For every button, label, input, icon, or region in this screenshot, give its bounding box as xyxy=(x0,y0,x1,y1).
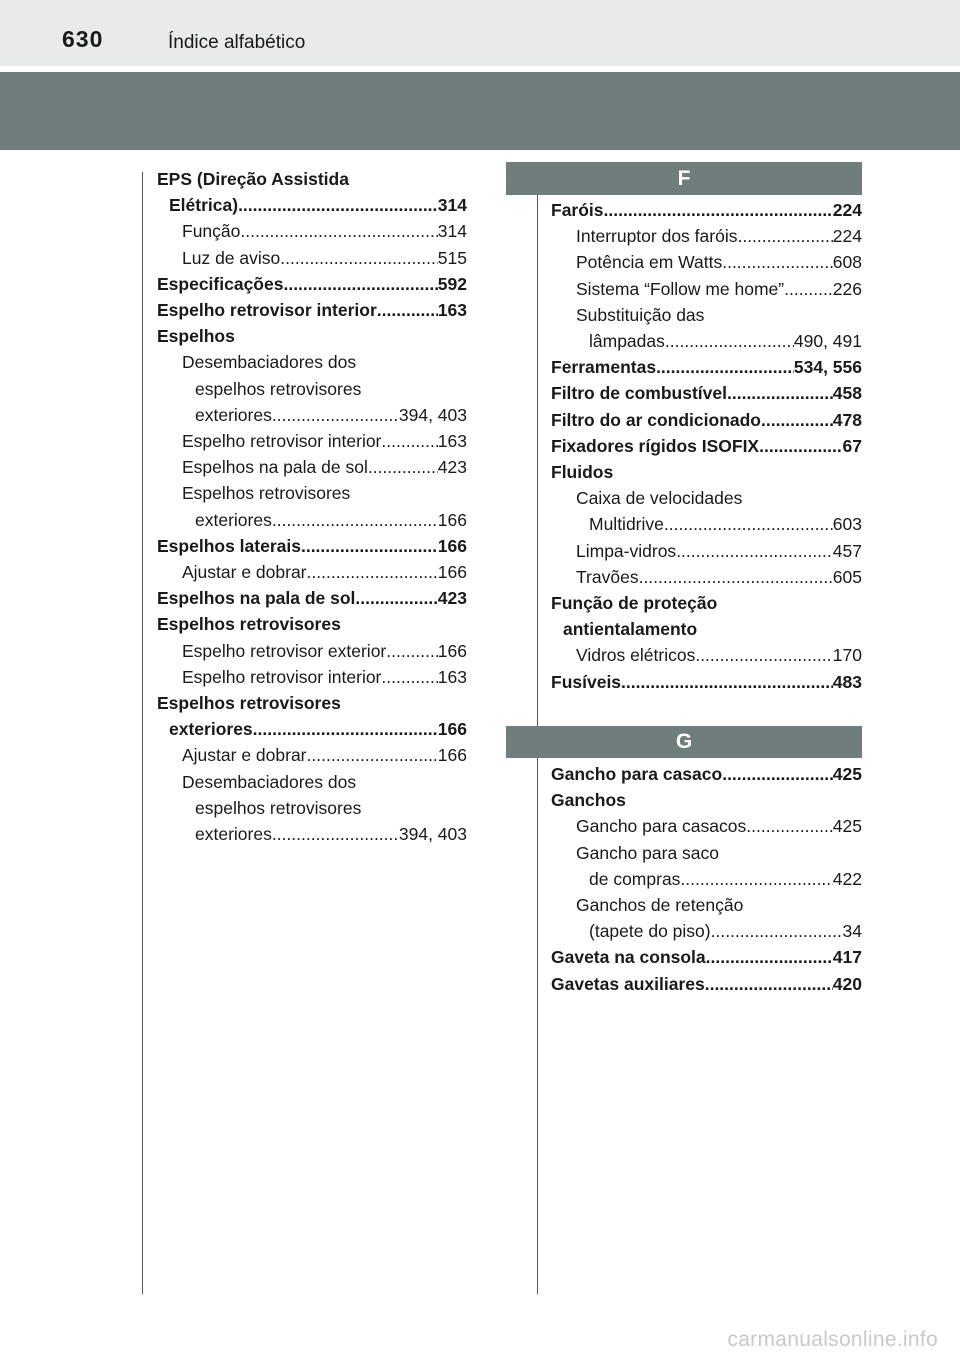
index-entry xyxy=(551,380,862,406)
dot-leader xyxy=(621,669,833,695)
index-entry xyxy=(157,664,467,690)
index-entry-term: Espelhos xyxy=(157,326,235,347)
index-entry-term: Espelho retrovisor interior xyxy=(157,300,377,321)
index-entry-term: Gancho para saco xyxy=(576,842,720,863)
index-entry xyxy=(157,166,467,192)
index-entry xyxy=(157,349,467,375)
index-entry xyxy=(551,223,862,249)
index-entry-term: Multidrive xyxy=(589,514,664,535)
index-entry-page: 422 xyxy=(832,868,862,889)
index-entry-page: 314 xyxy=(437,221,467,242)
index-entry-page: 163 xyxy=(437,300,467,321)
index-entry-term: exteriores xyxy=(169,719,253,740)
index-entry xyxy=(551,616,862,642)
index-entry xyxy=(157,716,467,742)
dot-leader xyxy=(381,664,437,690)
index-entry xyxy=(157,402,467,428)
index-entry xyxy=(551,840,862,866)
index-entry xyxy=(551,590,862,616)
index-entry-term: Espelhos retrovisores xyxy=(157,614,341,635)
index-entry xyxy=(551,944,862,970)
index-entry xyxy=(551,787,862,813)
page-number: 630 xyxy=(62,26,104,52)
index-entry-term: espelhos retrovisores xyxy=(195,378,362,399)
dot-leader xyxy=(676,538,833,564)
index-entry-page: 166 xyxy=(437,719,467,740)
index-entry-term: exteriores xyxy=(195,824,272,845)
index-entry-term: Sistema “Follow me home” xyxy=(576,278,785,299)
dot-leader xyxy=(746,813,833,839)
index-entry-term: Desembaciadores dos xyxy=(182,352,357,373)
index-entry-page: 458 xyxy=(832,383,862,404)
header-band xyxy=(0,72,960,150)
index-entry-term: lâmpadas xyxy=(589,331,665,352)
index-entry xyxy=(157,376,467,402)
index-entry xyxy=(157,821,467,847)
dot-leader xyxy=(784,276,833,302)
index-entry-term: Elétrica) xyxy=(169,195,239,216)
dot-leader xyxy=(272,402,399,428)
dot-leader xyxy=(301,533,438,559)
index-column-f xyxy=(551,197,862,695)
index-entry-page: 592 xyxy=(437,273,467,294)
index-entry xyxy=(551,197,862,223)
index-entry-term: Espelhos na pala de sol xyxy=(182,457,368,478)
index-entry-page: 224 xyxy=(832,200,862,220)
index-entry-term: Luz de aviso xyxy=(182,247,281,268)
index-entry xyxy=(157,533,467,559)
index-entry xyxy=(157,192,467,218)
dot-leader xyxy=(695,642,832,668)
index-entry-page: 163 xyxy=(437,431,467,452)
section-letter-f: F xyxy=(506,162,862,195)
index-entry-page: 478 xyxy=(832,409,862,430)
index-entry-term: Espelhos na pala de sol xyxy=(157,588,356,609)
index-entry-page: 603 xyxy=(832,514,862,535)
dot-leader xyxy=(722,249,833,275)
index-entry xyxy=(157,611,467,637)
dot-leader xyxy=(639,564,833,590)
index-entry-term: EPS (Direção Assistida xyxy=(157,169,349,189)
index-entry-page: 166 xyxy=(437,535,467,556)
index-entry xyxy=(157,769,467,795)
left-column-divider xyxy=(142,172,143,1294)
index-entry xyxy=(551,642,862,668)
index-entry xyxy=(551,813,862,839)
dot-leader xyxy=(386,638,438,664)
index-entry-term: Filtro do ar condicionado xyxy=(551,409,761,430)
index-entry xyxy=(551,302,862,328)
index-entry xyxy=(157,638,467,664)
index-entry-page: 605 xyxy=(832,566,862,587)
index-entry-term: Espelho retrovisor exterior xyxy=(182,640,387,661)
index-entry xyxy=(157,454,467,480)
index-entry-term: Fixadores rígidos ISOFIX xyxy=(551,435,760,456)
dot-leader xyxy=(759,433,842,459)
index-entry xyxy=(551,328,862,354)
index-entry-term: Substituição das xyxy=(576,304,705,325)
index-entry-page: 163 xyxy=(437,666,467,687)
index-entry-page: 67 xyxy=(842,435,862,456)
index-entry-term: Fusíveis xyxy=(551,671,622,692)
index-entry xyxy=(157,690,467,716)
index-entry-term: Ganchos de retenção xyxy=(576,895,744,916)
dot-leader xyxy=(722,761,833,787)
index-entry xyxy=(551,407,862,433)
index-entry xyxy=(551,564,862,590)
index-entry-page: 423 xyxy=(437,457,467,478)
dot-leader xyxy=(240,218,437,244)
index-entry-page: 314 xyxy=(437,195,467,216)
dot-leader xyxy=(280,245,438,271)
index-entry-term: Ferramentas xyxy=(551,357,657,378)
index-entry-page: 490, 491 xyxy=(793,331,862,352)
index-entry-term: Ganchos xyxy=(551,790,626,811)
index-entry-page: 226 xyxy=(832,278,862,299)
dot-leader xyxy=(604,197,833,223)
index-entry xyxy=(157,559,467,585)
index-entry-term: Gaveta na consola xyxy=(551,947,706,968)
index-entry-term: Travões xyxy=(576,566,639,587)
index-entry-term: Espelhos retrovisores xyxy=(157,693,341,714)
index-entry-page: 166 xyxy=(437,640,467,661)
dot-leader xyxy=(272,507,438,533)
index-entry xyxy=(551,276,862,302)
index-entry-term: (tapete do piso) xyxy=(589,921,711,942)
index-entry-term: Espelhos retrovisores xyxy=(182,483,351,504)
index-entry-page: 420 xyxy=(832,973,862,994)
index-entry-term: Limpa-vidros xyxy=(576,540,677,561)
dot-leader xyxy=(737,223,832,249)
index-entry-page: 170 xyxy=(832,645,862,666)
index-entry-term: Ajustar e dobrar xyxy=(182,562,307,583)
section-letter-g: G xyxy=(506,726,862,758)
index-entry-term: Espelho retrovisor interior xyxy=(182,431,382,452)
dot-leader xyxy=(238,192,438,218)
index-entry xyxy=(157,218,467,244)
index-entry-page: 515 xyxy=(437,247,467,268)
index-entry xyxy=(157,428,467,454)
index-entry-term: exteriores xyxy=(195,509,272,530)
index-entry xyxy=(551,249,862,275)
index-entry xyxy=(551,918,862,944)
header-title: Índice alfabético xyxy=(168,32,306,53)
index-entry-term: Interruptor dos faróis xyxy=(576,226,738,247)
dot-leader xyxy=(656,354,794,380)
index-entry-page: 534, 556 xyxy=(793,357,862,378)
index-entry-page: 394, 403 xyxy=(398,404,467,425)
index-entry xyxy=(551,971,862,997)
index-entry xyxy=(157,585,467,611)
index-entry-page: 425 xyxy=(832,764,862,784)
dot-leader xyxy=(680,866,832,892)
index-entry xyxy=(157,323,467,349)
index-entry-term: Gavetas auxiliares xyxy=(551,973,705,994)
index-entry xyxy=(551,538,862,564)
index-entry-term: Especificações xyxy=(157,273,284,294)
index-entry xyxy=(551,485,862,511)
index-entry xyxy=(551,354,862,380)
index-entry-term: Espelho retrovisor interior xyxy=(182,666,382,687)
index-entry xyxy=(157,297,467,323)
dot-leader xyxy=(761,407,833,433)
index-entry-page: 394, 403 xyxy=(398,824,467,845)
index-entry-term: Espelhos laterais xyxy=(157,535,301,556)
index-entry-term: Gancho para casacos xyxy=(576,816,747,837)
top-strip xyxy=(0,0,960,66)
index-entry xyxy=(157,795,467,821)
index-entry-term: Função de proteção xyxy=(551,593,718,614)
dot-leader xyxy=(377,297,438,323)
index-entry xyxy=(551,761,862,787)
index-entry xyxy=(157,245,467,271)
index-entry-page: 224 xyxy=(832,226,862,247)
index-entry-page: 417 xyxy=(832,947,862,968)
dot-leader xyxy=(664,511,833,537)
index-entry-page: 166 xyxy=(437,509,467,530)
index-entry xyxy=(551,866,862,892)
index-entry-term: antientalamento xyxy=(563,619,698,640)
index-entry-term: Fluidos xyxy=(551,462,614,483)
dot-leader xyxy=(355,585,437,611)
index-entry xyxy=(551,669,862,695)
index-entry-term: espelhos retrovisores xyxy=(195,797,362,818)
index-entry-page: 608 xyxy=(832,252,862,273)
index-entry xyxy=(551,459,862,485)
index-entry-term: Filtro de combustível xyxy=(551,383,727,404)
dot-leader xyxy=(727,380,833,406)
dot-leader xyxy=(272,821,399,847)
index-entry-term: Potência em Watts xyxy=(576,252,723,273)
index-entry xyxy=(157,742,467,768)
dot-leader xyxy=(665,328,794,354)
index-entry-page: 425 xyxy=(832,816,862,837)
index-entry-page: 483 xyxy=(832,671,862,692)
index-entry-page: 166 xyxy=(437,745,467,766)
index-entry xyxy=(157,271,467,297)
index-entry-page: 423 xyxy=(437,588,467,609)
dot-leader xyxy=(307,742,438,768)
index-entry-term: Função xyxy=(182,221,241,242)
index-entry xyxy=(157,507,467,533)
index-entry-term: Vidros elétricos xyxy=(576,645,696,666)
dot-leader xyxy=(307,559,438,585)
dot-leader xyxy=(381,428,437,454)
dot-leader xyxy=(283,271,437,297)
index-entry-term: Ajustar e dobrar xyxy=(182,745,307,766)
index-entry-term: Desembaciadores dos xyxy=(182,771,357,792)
index-entry-term: Caixa de velocidades xyxy=(576,488,743,509)
index-entry-term: Faróis xyxy=(551,200,604,220)
index-column-left xyxy=(157,166,467,847)
dot-leader xyxy=(706,944,833,970)
index-entry xyxy=(551,892,862,918)
dot-leader xyxy=(253,716,438,742)
index-entry-page: 457 xyxy=(832,540,862,561)
index-entry xyxy=(157,480,467,506)
index-entry xyxy=(551,433,862,459)
index-entry-term: exteriores xyxy=(195,404,272,425)
index-entry-page: 34 xyxy=(842,921,862,942)
dot-leader xyxy=(711,918,843,944)
index-entry-page: 166 xyxy=(437,562,467,583)
watermark: carmanualsonline.info xyxy=(727,1328,938,1351)
dot-leader xyxy=(705,971,833,997)
index-column-g xyxy=(551,761,862,997)
index-entry xyxy=(551,511,862,537)
index-entry-term: de compras xyxy=(589,868,681,889)
dot-leader xyxy=(368,454,438,480)
index-entry-term: Gancho para casaco xyxy=(551,764,723,784)
